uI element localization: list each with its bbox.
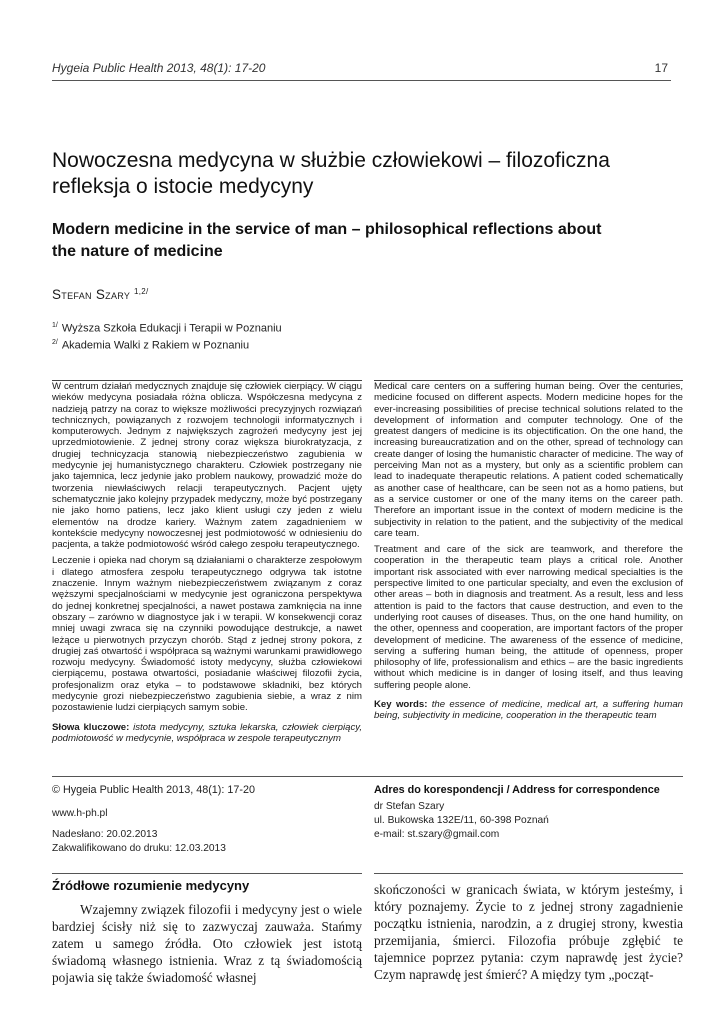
section-heading: Źródłowe rozumienie medycyny xyxy=(52,878,250,893)
abstract-pl-paragraph: W centrum działań medycznych znajduje się człowiek cierpiący. W ciągu wieków medycyna posiadała różna oblicza. Współczesna medycyna z nadzieją patrzy na coraz to większe możliwości precyzyjnych rozwiązań technicznych, powiązanych z rozwojem technologii informatycznych i komputerowych. Jednym z największych zagrożeń medycyny jest jej uprzedmiotowienie. Z jednej strony coraz większa biurokratyzacja, z drugiej technicyzacja stanowią niebezpieczeństwo zagubienia w medycynie jej humanistycznego charakteru. Człowiek postrzegany nie jako tajemnica, lecz jedynie jako problem naukowy, prowadzić może do tworzenia niewłaściwych relacji terapeutycznych. Pacjent ujęty schematycznie jako kolejny przypadek medyczny, może być postrzegany nie jako homo patiens, lecz jako klient usługi czy jeden z wielu elementów na drodze kariery. Ważnym zatem zagadnieniem w kontekście medycyny nowoczesnej jest podmiotowość w odniesieniu do pacjenta, a także podmiotowość wśród całego zespołu terapeutycznego. xyxy=(52,381,362,551)
article-title-polish: Nowoczesna medycyna w służbie człowiekowi – filozoficzna refleksja o istocie medycyny xyxy=(52,149,610,198)
keywords-text: the essence of medicine, medical art, a suffering human being, subjectivity in medicine, cooperation in the therapeutic team xyxy=(374,699,683,722)
copyright-line: © Hygeia Public Health 2013, 48(1): 17-20 xyxy=(52,784,256,796)
keywords-text: istota medycyny, sztuka lekarska, człowiek cierpiący, podmiotowość w medycynie, współpraca w zespole terapeutycznym xyxy=(52,721,362,744)
keywords-label: Key words: xyxy=(374,699,428,711)
author-affiliation-marker: 1,2/ xyxy=(134,287,149,296)
affiliation-2 xyxy=(52,339,249,352)
abstract-en-paragraph: Treatment and care of the sick are teamwork, and therefore the cooperation in the therapeutic team plays a critical role. Another important risk associated with ever narrowing medical specialties is the perspective limited to one particular specialty, and even the exclusion of other areas – both in diagnosis and treatment. As a result, less and less attention is paid to the factors that cause destruction, and even to the underlying root causes of diseases. Thus, on the one hand humility, on the other, openness and cooperation, are important factors of the proper development of medicine. The awareness of the essence of medicine, serving a suffering human being, the attitude of openness, proper philosophy of life, professionalism and ethics – are the basic ingredients without which medicine is in danger of losing itself, and thus leaving suffering people alone. xyxy=(374,544,683,691)
accepted-date: Zakwalifikowano do druku: 12.03.2013 xyxy=(52,843,226,854)
journal-website-link[interactable]: www.h-ph.pl xyxy=(52,808,108,819)
article-title-english: Modern medicine in the service of man – philosophical reflections about the nature of medicine xyxy=(52,221,602,260)
affiliation-text: Wyższa Szkoła Edukacji i Terapii w Poznaniu xyxy=(61,322,282,335)
abstract-english xyxy=(374,381,683,727)
abstract-en-paragraph: Medical care centers on a suffering human being. Over the centuries, medicine focused on different aspects. Modern medicine hopes for the ever-increasing possibilities of precise technical solutions related to the development of information and computer technology. One of the greatest dangers of medicine is its objectification. On the one hand, the increasing bureaucratization and on the other, spread of technology can create danger of losing the humanistic character of medicine. The way of perceiving Man not as a mystery, but only as a scientific problem can lead to inadequate therapeutic relations. A patient coded schematically as another case of healthcare, can be seen not as a homo patiens, but as a service customer or one of the many items on the career path. Therefore an important issue in the context of modern medicine is the subjectivity in relation to the patient, and the subjectivity of the medical care team. xyxy=(374,381,683,539)
body-text-left: Wzajemny związek filozofii i medycyny jest o wiele bardziej ścisły niż się to zazwyczaj zauważa. Stańmy zatem u samego źródła. Oto człowiek jest istotą świadomą własnego istnienia. Wraz z tą świadomością pojawia się także świadomość własnej xyxy=(52,902,362,985)
affiliation-1 xyxy=(52,322,282,335)
running-header-journal: Hygeia Public Health 2013, 48(1): 17-20 xyxy=(52,61,266,75)
affiliation-marker: 1/ xyxy=(52,322,58,329)
author-name: Stefan Szary xyxy=(52,287,131,303)
section-right-rule xyxy=(374,873,683,874)
affiliation-text: Akademia Walki z Rakiem w Poznaniu xyxy=(61,339,250,352)
header-divider xyxy=(52,80,671,81)
section-left-rule xyxy=(52,873,362,874)
submitted-date: Nadesłano: 20.02.2013 xyxy=(52,829,158,840)
page-number: 17 xyxy=(654,61,668,75)
abstract-pl-paragraph: Leczenie i opieka nad chorym są działaniami o charakterze zespołowym i dlatego atmosfera zespołu terapeutycznego odgrywa tak istotne znaczenie. Innym ważnym niebezpieczeństwem związanym z coraz węższymi specjalnościami w medycynie jest ograniczona perspektywa do jednej konkretnej specjalności, a nawet postawa zamknięcia na inne obszary – zarówno w diagnostyce jak i w terapii. W konsekwencji coraz mniej uwagi zwraca się na czynniki powodujące destrukcje, a nawet leżące u pierwotnych przyczyn chorób. Stąd z jednej strony pokora, z drugiej zaś otwartość i współpraca są ważnymi warunkami prawidłowego rozwoju medycyny. Świadomość istoty medycyny, służba człowiekowi cierpiącemu, postawa otwartości, posiadanie właściwej filozofii życia, profesjonalizm oraz etyka – to podstawowe składniki, bez których medycynie grozi niebezpieczeństwo zagubienia siebie, a wraz z nim pozostawienie ludzi cierpiących samym sobie. xyxy=(52,555,362,714)
abstract-polish xyxy=(52,381,362,749)
abstract-en-keywords xyxy=(374,699,683,722)
correspondence-name: dr Stefan Szary xyxy=(374,801,445,812)
correspondence-email[interactable]: e-mail: st.szary@gmail.com xyxy=(374,829,500,840)
info-divider xyxy=(52,776,683,777)
abstract-pl-keywords xyxy=(52,722,362,745)
keywords-label: Słowa kluczowe: xyxy=(52,721,130,733)
correspondence-title: Adres do korespondencji / Address for correspondence xyxy=(374,784,660,796)
author-line xyxy=(52,287,149,302)
affiliation-marker: 2/ xyxy=(52,339,58,346)
body-text-right: skończoności w granicach świata, w którym jesteśmy, i który poznajemy. Życie to z jednej strony zagadnienie początku istnienia, narodzin, a z drugiej strony, kwestia przemijania, śmierci. Filozofia próbuje zgłębić te tajemnice poprzez pytania: czym naprawdę jest życie? Czym naprawdę jest śmierć? A między tym „począt- xyxy=(374,882,683,982)
correspondence-address: ul. Bukowska 132E/11, 60-398 Poznań xyxy=(374,815,549,826)
